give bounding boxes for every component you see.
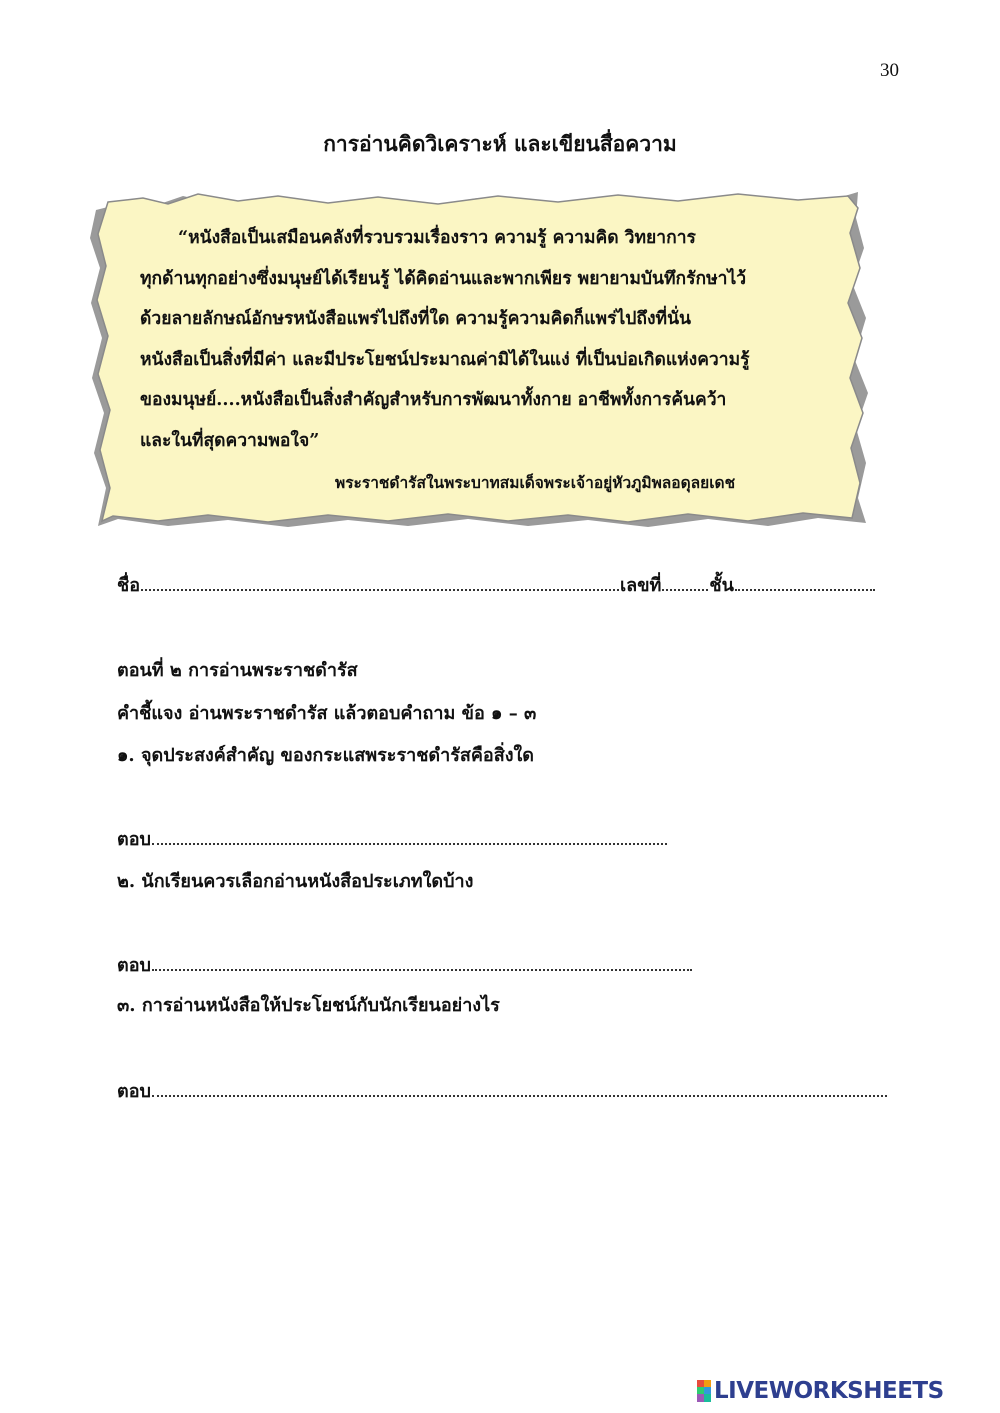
answer-field-2[interactable] <box>152 968 692 971</box>
name-field[interactable] <box>141 588 619 591</box>
logo-block <box>704 1394 711 1402</box>
question-3: ๓. การอ่านหนังสือให้ประโยชน์กับนักเรียนอย่างไร <box>117 995 500 1016</box>
answer-row-3 <box>117 1076 888 1105</box>
quote-line: หนังสือเป็นสิ่งที่มีค่า และมีประโยชน์ประมาณค่ามิได้ในแง่ ที่เป็นบ่อเกิดแห่งความรู้ <box>140 349 750 370</box>
answer-label: ตอบ <box>117 829 151 850</box>
answer-field-3[interactable] <box>152 1094 887 1097</box>
logo-block <box>704 1380 711 1387</box>
class-field[interactable] <box>735 588 875 591</box>
number-field[interactable] <box>662 588 708 591</box>
royal-speech-quote <box>140 218 840 461</box>
section-heading: ตอนที่ ๒ การอ่านพระราชดำรัส <box>117 660 358 681</box>
quote-line: ของมนุษย์....หนังสือเป็นสิ่งสำคัญสำหรับการพัฒนาทั้งกาย อาชีพทั้งการค้นคว้า <box>140 390 727 410</box>
logo-block <box>704 1387 711 1394</box>
section-instruction: คำชี้แจง อ่านพระราชดำรัส แล้วตอบคำถาม ข้อ ๑ – ๓ <box>117 703 537 724</box>
question-2: ๒. นักเรียนควรเลือกอ่านหนังสือประเภทใดบ้าง <box>117 871 474 892</box>
page-title: การอ่านคิดวิเคราะห์ และเขียนสื่อความ <box>323 131 677 156</box>
quote-line: ทุกด้านทุกอย่างซึ่งมนุษย์ได้เรียนรู้ ได้คิดอ่านและพากเพียร พยายามบันทึกรักษาไว้ <box>140 268 747 289</box>
student-info-row <box>117 570 876 599</box>
quote-line: และในที่สุดความพอใจ” <box>140 430 320 451</box>
liveworksheets-logo-icon <box>697 1380 711 1402</box>
quote-attribution: พระราชดำรัสในพระบาทสมเด็จพระเจ้าอยู่หัวภูมิพลอดุลยเดช <box>335 473 736 492</box>
logo-block <box>697 1394 704 1402</box>
name-label: ชื่อ <box>117 575 141 596</box>
number-label: เลขที่ <box>620 575 662 596</box>
quote-line: “หนังสือเป็นเสมือนคลังที่รวบรวมเรื่องราว ความรู้ ความคิด วิทยาการ <box>178 228 696 248</box>
answer-row-2 <box>117 950 693 979</box>
answer-label: ตอบ <box>117 955 151 976</box>
page-number: 30 <box>880 60 899 81</box>
logo-text: LIVEWORKSHEETS <box>714 1378 944 1404</box>
class-label: ชั้น <box>709 575 734 596</box>
liveworksheets-logo[interactable] <box>697 1376 944 1406</box>
question-1: ๑. จุดประสงค์สำคัญ ของกระแสพระราชดำรัสคือสิ่งใด <box>117 745 534 766</box>
quote-line: ด้วยลายลักษณ์อักษรหนังสือแพร่ไปถึงที่ใด ความรู้ความคิดก็แพร่ไปถึงที่นั่น <box>140 309 692 329</box>
answer-label: ตอบ <box>117 1081 151 1102</box>
logo-block <box>697 1380 704 1387</box>
answer-row-1 <box>117 824 668 853</box>
logo-block <box>697 1387 704 1394</box>
answer-field-1[interactable] <box>152 842 667 845</box>
